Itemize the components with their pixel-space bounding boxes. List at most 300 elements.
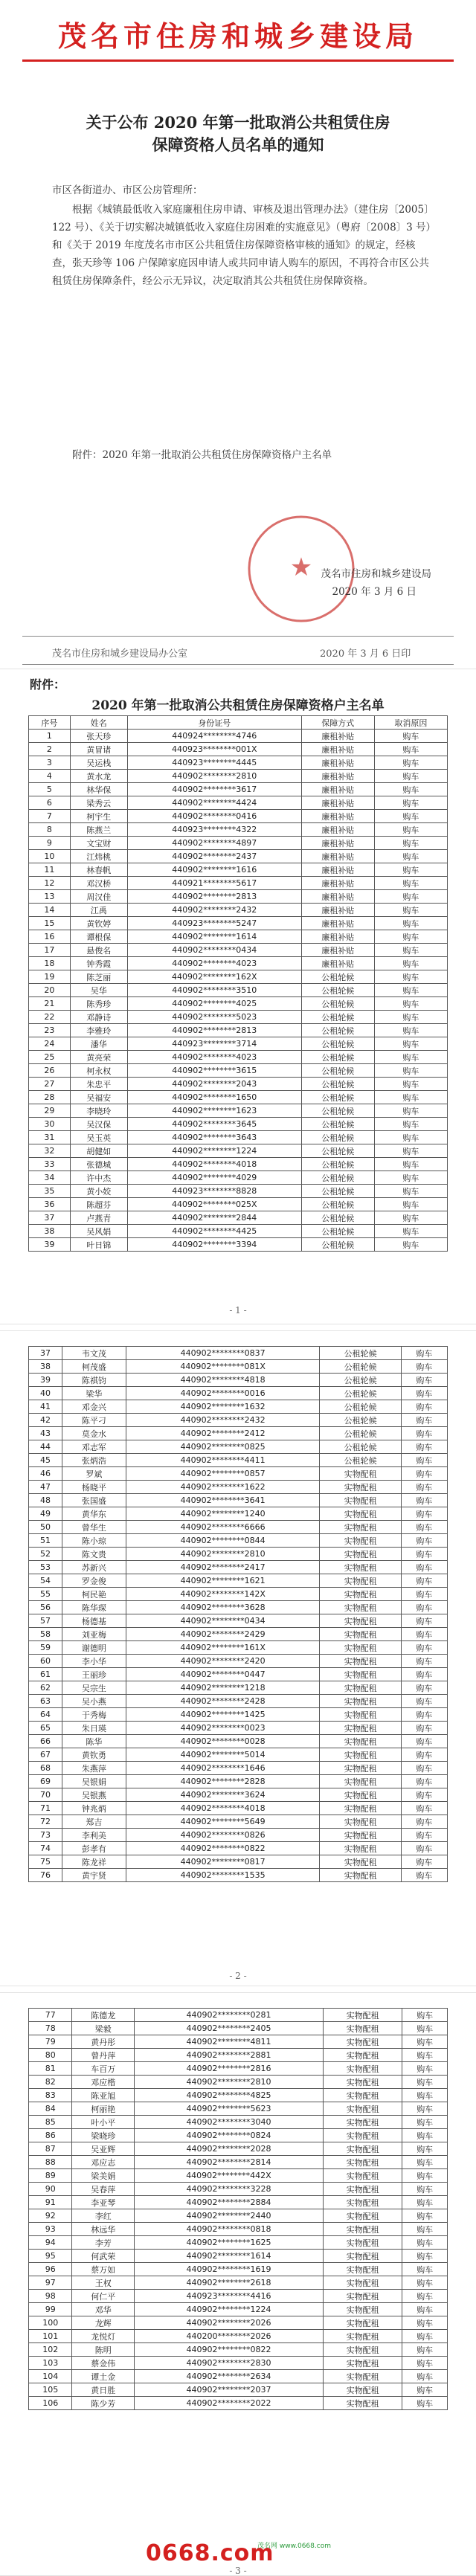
- table-cell: 柯永权: [70, 1064, 127, 1078]
- table-row: [29, 1225, 448, 1238]
- table-cell: 440902********1218: [126, 1681, 320, 1695]
- table-cell: 57: [29, 1614, 62, 1628]
- table-cell: 440902********3228: [135, 2183, 324, 2196]
- table-cell: 邓志军: [62, 1440, 126, 1454]
- table-cell: 李亚琴: [72, 2196, 135, 2209]
- table-cell: 47: [29, 1481, 62, 1494]
- org-title: 茂名市住房和城乡建设局: [57, 19, 418, 53]
- table-cell: 实物配租: [320, 1521, 401, 1534]
- table-cell: 37: [29, 1211, 71, 1225]
- table-row: [29, 1078, 448, 1091]
- table-cell: 440902********1614: [135, 2250, 324, 2263]
- table-cell: 440902********0447: [126, 1668, 320, 1681]
- table-row: [29, 1238, 448, 1252]
- table-cell: 购车: [402, 2370, 448, 2383]
- table-row: [29, 877, 448, 890]
- table-row: [29, 1829, 448, 1842]
- table-cell: 廉租补贴: [301, 877, 374, 890]
- table-row: [29, 904, 448, 917]
- table-cell: 实物配租: [323, 2142, 402, 2156]
- table-cell: 购车: [402, 2276, 448, 2290]
- table-row: [29, 2035, 448, 2049]
- table-header-row: [29, 716, 448, 730]
- table-cell: 440902********4825: [135, 2089, 324, 2102]
- table-cell: 购车: [374, 1078, 447, 1091]
- table-cell: 江禹: [70, 904, 127, 917]
- table-cell: 440902********4018: [127, 1158, 301, 1171]
- table-cell: 购车: [401, 1347, 447, 1360]
- table-cell: 104: [29, 2370, 72, 2383]
- table-cell: 440902********3645: [127, 1118, 301, 1131]
- table-cell: 440902********4025: [127, 997, 301, 1011]
- footer-rule-bottom: [22, 664, 454, 665]
- table-cell: 实物配租: [323, 2062, 402, 2076]
- table-cell: 公租轮候: [301, 984, 374, 997]
- table-cell: 黄宇贤: [62, 1869, 126, 1882]
- table-cell: 邓金兴: [62, 1400, 126, 1414]
- table-cell: 440902********6666: [126, 1521, 320, 1534]
- roster-page-1: [0, 669, 476, 1324]
- table-cell: 购车: [402, 2316, 448, 2330]
- table-cell: 90: [29, 2183, 72, 2196]
- table-cell: 440902********2428: [126, 1695, 320, 1708]
- table-cell: 购车: [402, 2223, 448, 2236]
- table-cell: 梁晓珍: [72, 2129, 135, 2142]
- table-cell: 廉租补贴: [301, 796, 374, 810]
- table-cell: 公租轮候: [301, 1131, 374, 1144]
- table-cell: 440902********1535: [126, 1869, 320, 1882]
- table-cell: 曾华生: [62, 1521, 126, 1534]
- table-cell: 公租轮候: [320, 1454, 401, 1467]
- table-cell: 购车: [401, 1655, 447, 1668]
- table-cell: 440902********2884: [135, 2196, 324, 2209]
- table-cell: 87: [29, 2142, 72, 2156]
- table-cell: 21: [29, 997, 71, 1011]
- table-cell: 购车: [401, 1521, 447, 1534]
- table-row: [29, 2397, 448, 2410]
- table-cell: 蔡万如: [72, 2263, 135, 2276]
- table-cell: 80: [29, 2049, 72, 2062]
- table-row: [29, 1185, 448, 1198]
- table-cell: 廉租补贴: [301, 756, 374, 770]
- table-row: [29, 2263, 448, 2276]
- site-logo: [146, 2540, 339, 2567]
- table-cell: 440902********5023: [127, 1011, 301, 1024]
- notice-title: [45, 112, 431, 156]
- table-cell: 440902********3617: [127, 783, 301, 796]
- table-cell: 440902********5623: [135, 2102, 324, 2116]
- table-cell: 公租轮候: [301, 1198, 374, 1211]
- table-cell: 440902********5014: [126, 1748, 320, 1762]
- table-row: [29, 743, 448, 756]
- table-row: [29, 1548, 448, 1561]
- table-cell: 陈文贵: [62, 1548, 126, 1561]
- table-cell: 69: [29, 1775, 62, 1788]
- table-cell: 公租轮候: [301, 1104, 374, 1118]
- table-cell: 购车: [402, 2062, 448, 2076]
- table-cell: 公租轮候: [301, 1024, 374, 1037]
- table-cell: 购车: [401, 1387, 447, 1400]
- header-rule: [22, 59, 454, 62]
- table-cell: 61: [29, 1668, 62, 1681]
- table-cell: 22: [29, 1011, 71, 1024]
- table-cell: 购车: [402, 2250, 448, 2263]
- table-cell: 440923********001X: [127, 743, 301, 756]
- table-cell: 440902********1623: [127, 1104, 301, 1118]
- table-cell: 廉租补贴: [301, 850, 374, 863]
- table-cell: 440902********2037: [135, 2383, 324, 2397]
- table-cell: 林春帆: [70, 863, 127, 877]
- table-cell: 黄小姣: [70, 1185, 127, 1198]
- table-cell: 廉租补贴: [301, 730, 374, 743]
- logo-main-text: 0668.com: [146, 2540, 274, 2566]
- table-cell: 公租轮候: [301, 1171, 374, 1185]
- roster-table-2: [28, 1346, 448, 1882]
- table-cell: 郑吉: [62, 1815, 126, 1829]
- table-cell: 99: [29, 2303, 72, 2316]
- notice-body: 根据《城镇最低收入家庭廉租住房申请、审核及退出管理办法》（建住房〔2005〕122 号）、《关于切实解决城镇低收入家庭住房困难的实施意见》（粤府〔2008〕3 号）和《关于 2019 年度茂名市市区公共租赁住房保障资格审核的通知》的规定，经核查，张天珍等 106 户保障家庭因申请人或共同申请人购车的原因，不再符合市区公共租赁住房保障条件，经公示无异议，决定取消其公共租赁住房保障资格。: [52, 204, 431, 287]
- table-cell: 440902********2432: [127, 904, 301, 917]
- table-cell: 19: [29, 970, 71, 984]
- table-cell: 实物配租: [323, 2076, 402, 2089]
- table-cell: 440902********442X: [135, 2169, 324, 2183]
- table-cell: 实物配租: [323, 2343, 402, 2357]
- table-cell: 46: [29, 1467, 62, 1481]
- table-cell: 杨晓平: [62, 1481, 126, 1494]
- table-cell: 实物配租: [323, 2089, 402, 2102]
- table-cell: 购车: [401, 1722, 447, 1735]
- table-row: [29, 1855, 448, 1869]
- table-row: [29, 1024, 448, 1037]
- table-cell: 黄华东: [62, 1507, 126, 1521]
- table-cell: 购车: [374, 730, 447, 743]
- table-cell: 公租轮候: [320, 1374, 401, 1387]
- table-cell: 94: [29, 2236, 72, 2250]
- table-cell: 罗金俊: [62, 1574, 126, 1588]
- table-row: [29, 1360, 448, 1374]
- table-cell: 朱日瑛: [62, 1722, 126, 1735]
- table-cell: 62: [29, 1681, 62, 1695]
- table-cell: 张天珍: [70, 730, 127, 743]
- table-row: [29, 756, 448, 770]
- table-cell: 71: [29, 1802, 62, 1815]
- table-cell: 440902********2417: [126, 1561, 320, 1574]
- table-cell: 吴银娟: [62, 1775, 126, 1788]
- table-cell: 440902********0857: [126, 1467, 320, 1481]
- table-row: [29, 1708, 448, 1722]
- table-cell: 101: [29, 2330, 72, 2343]
- table-cell: 实物配租: [323, 2156, 402, 2169]
- table-cell: 64: [29, 1708, 62, 1722]
- table-cell: 李晓玲: [70, 1104, 127, 1118]
- table-cell: 实物配租: [320, 1668, 401, 1681]
- table-row: [29, 2303, 448, 2316]
- table-row: [29, 2129, 448, 2142]
- table-cell: 龙辉: [72, 2316, 135, 2330]
- table-cell: 24: [29, 1037, 71, 1051]
- table-cell: 68: [29, 1762, 62, 1775]
- table-cell: 吴华: [70, 984, 127, 997]
- table-cell: 购车: [374, 1131, 447, 1144]
- table-cell: 购车: [401, 1735, 447, 1748]
- table-cell: 74: [29, 1842, 62, 1855]
- table-cell: 公租轮候: [320, 1387, 401, 1400]
- table-cell: 实物配租: [323, 2290, 402, 2303]
- table-row: [29, 1158, 448, 1171]
- table-cell: 购车: [374, 810, 447, 823]
- table-cell: 购车: [374, 1091, 447, 1104]
- table-row: [29, 1668, 448, 1681]
- table-cell: 购车: [401, 1548, 447, 1561]
- table-cell: 公租轮候: [320, 1440, 401, 1454]
- table-cell: 440902********4897: [127, 837, 301, 850]
- table-cell: 购车: [402, 2049, 448, 2062]
- table-row: [29, 2022, 448, 2035]
- table-cell: 李红: [72, 2209, 135, 2223]
- table-cell: 实物配租: [320, 1788, 401, 1802]
- table-cell: 440902********4023: [127, 1051, 301, 1064]
- table-cell: 实物配租: [320, 1722, 401, 1735]
- table-row: [29, 1628, 448, 1641]
- table-cell: 梁华: [62, 1387, 126, 1400]
- column-header: 身份证号: [127, 716, 301, 730]
- table-cell: 25: [29, 1051, 71, 1064]
- table-cell: 梁秀云: [70, 796, 127, 810]
- table-cell: 59: [29, 1641, 62, 1655]
- table-cell: 购车: [401, 1855, 447, 1869]
- table-cell: 89: [29, 2169, 72, 2183]
- table-cell: 购车: [401, 1400, 447, 1414]
- table-cell: 30: [29, 1118, 71, 1131]
- table-cell: 32: [29, 1144, 71, 1158]
- table-cell: 81: [29, 2062, 72, 2076]
- table-cell: 购车: [374, 904, 447, 917]
- table-row: [29, 2250, 448, 2263]
- table-cell: 440902********142X: [126, 1588, 320, 1601]
- table-cell: 购车: [401, 1829, 447, 1842]
- table-row: [29, 1748, 448, 1762]
- table-cell: 440902********2828: [126, 1775, 320, 1788]
- table-cell: 陈超芬: [70, 1198, 127, 1211]
- table-cell: 65: [29, 1722, 62, 1735]
- table-cell: 实物配租: [320, 1614, 401, 1628]
- table-cell: 440902********1632: [126, 1400, 320, 1414]
- table-cell: 29: [29, 1104, 71, 1118]
- table-cell: 440921********5617: [127, 877, 301, 890]
- table-cell: 公租轮候: [301, 1144, 374, 1158]
- table-cell: 购车: [374, 1144, 447, 1158]
- table-cell: 实物配租: [320, 1574, 401, 1588]
- table-cell: 购车: [402, 2357, 448, 2370]
- table-cell: 公租轮候: [320, 1360, 401, 1374]
- table-cell: 实物配租: [320, 1762, 401, 1775]
- table-row: [29, 2102, 448, 2116]
- table-row: [29, 1374, 448, 1387]
- table-cell: 440902********2810: [127, 770, 301, 783]
- table-cell: 440902********3628: [126, 1601, 320, 1614]
- table-row: [29, 2142, 448, 2156]
- table-cell: 邓静诗: [70, 1011, 127, 1024]
- table-cell: 廉租补贴: [301, 823, 374, 837]
- table-row: [29, 1171, 448, 1185]
- table-row: [29, 1722, 448, 1735]
- table-cell: 440902********3394: [127, 1238, 301, 1252]
- table-row: [29, 2290, 448, 2303]
- table-cell: 江炜桃: [70, 850, 127, 863]
- table-cell: 购车: [374, 743, 447, 756]
- table-cell: 440902********0817: [126, 1855, 320, 1869]
- table-cell: 79: [29, 2035, 72, 2049]
- table-cell: 103: [29, 2357, 72, 2370]
- table-cell: 购车: [402, 2236, 448, 2250]
- table-cell: 440902********0016: [126, 1387, 320, 1400]
- table-cell: 实物配租: [323, 2250, 402, 2263]
- table-cell: 李雅玲: [70, 1024, 127, 1037]
- table-cell: 440902********3040: [135, 2116, 324, 2129]
- table-cell: 实物配租: [320, 1829, 401, 1842]
- table-cell: 15: [29, 917, 71, 930]
- table-cell: 440902********1425: [126, 1708, 320, 1722]
- table-cell: 440902********2440: [135, 2209, 324, 2223]
- table-row: [29, 1037, 448, 1051]
- table-cell: 14: [29, 904, 71, 917]
- table-row: [29, 2196, 448, 2209]
- table-cell: 购车: [401, 1507, 447, 1521]
- table-cell: 购车: [402, 2089, 448, 2102]
- table-cell: 公租轮候: [301, 1051, 374, 1064]
- table-row: [29, 837, 448, 850]
- table-row: [29, 1601, 448, 1614]
- table-row: [29, 930, 448, 944]
- table-cell: 购车: [401, 1481, 447, 1494]
- signing-org: 茂名市住房和城乡建设局: [321, 568, 431, 580]
- table-cell: 购车: [401, 1360, 447, 1374]
- table-cell: 购车: [402, 2076, 448, 2089]
- column-header: 保障方式: [301, 716, 374, 730]
- table-row: [29, 2383, 448, 2397]
- table-cell: 440902********2043: [127, 1078, 301, 1091]
- roster-page-3: [0, 1993, 476, 2575]
- table-cell: 陈小琼: [62, 1534, 126, 1548]
- table-cell: 李利美: [62, 1829, 126, 1842]
- table-cell: 16: [29, 930, 71, 944]
- table-cell: 27: [29, 1078, 71, 1091]
- table-cell: 实物配租: [320, 1481, 401, 1494]
- table-cell: 440902********4411: [126, 1454, 320, 1467]
- table-cell: 陈华: [62, 1735, 126, 1748]
- table-cell: 85: [29, 2116, 72, 2129]
- footer-rule-top: [22, 636, 454, 637]
- table-row: [29, 1494, 448, 1507]
- table-cell: 440902********2814: [135, 2156, 324, 2169]
- table-cell: 钟兆炳: [62, 1802, 126, 1815]
- table-cell: 李小华: [62, 1655, 126, 1668]
- table-cell: 邓汉桥: [70, 877, 127, 890]
- table-cell: 车百万: [72, 2062, 135, 2076]
- table-cell: 廉租补贴: [301, 957, 374, 970]
- table-cell: 廉租补贴: [301, 930, 374, 944]
- table-cell: 购车: [374, 823, 447, 837]
- table-cell: 购车: [401, 1427, 447, 1440]
- table-cell: 实物配租: [320, 1588, 401, 1601]
- table-cell: 72: [29, 1815, 62, 1829]
- table-row: [29, 970, 448, 984]
- table-cell: 购车: [402, 2156, 448, 2169]
- table-cell: 实物配租: [320, 1601, 401, 1614]
- table-cell: 蔡金伟: [72, 2357, 135, 2370]
- table-cell: 6: [29, 796, 71, 810]
- table-cell: 440902********2813: [127, 890, 301, 904]
- table-cell: 12: [29, 877, 71, 890]
- table-cell: 购车: [374, 1064, 447, 1078]
- table-cell: 购车: [402, 2183, 448, 2196]
- table-cell: 公租轮候: [301, 1225, 374, 1238]
- table-row: [29, 1507, 448, 1521]
- table-cell: 100: [29, 2316, 72, 2330]
- table-cell: 440902********4029: [127, 1171, 301, 1185]
- table-cell: 73: [29, 1829, 62, 1842]
- footer-org: 茂名市住房和城乡建设局办公室: [52, 648, 188, 660]
- table-cell: 106: [29, 2397, 72, 2410]
- table-cell: 440902********4425: [127, 1225, 301, 1238]
- table-cell: 440902********1224: [127, 1144, 301, 1158]
- table-cell: 吴玉英: [70, 1131, 127, 1144]
- table-cell: 公租轮候: [320, 1400, 401, 1414]
- table-cell: 38: [29, 1225, 71, 1238]
- table-cell: 罗斌: [62, 1467, 126, 1481]
- table-cell: 实物配租: [323, 2183, 402, 2196]
- table-row: [29, 1064, 448, 1078]
- table-cell: 购车: [374, 970, 447, 984]
- table-cell: 陈德龙: [72, 2009, 135, 2022]
- table-cell: 购车: [374, 944, 447, 957]
- table-cell: 440902********162X: [127, 970, 301, 984]
- table-cell: 吴春萍: [72, 2183, 135, 2196]
- table-cell: 440902********0281: [135, 2009, 324, 2022]
- salutation: 市区各街道办、市区公房管理所：: [52, 184, 203, 196]
- table-cell: 购车: [401, 1775, 447, 1788]
- table-cell: 黄水龙: [70, 770, 127, 783]
- table-cell: 梁毅: [72, 2022, 135, 2035]
- table-cell: 钟秀霞: [70, 957, 127, 970]
- table-cell: 实物配租: [320, 1561, 401, 1574]
- table-cell: 440902********0826: [126, 1829, 320, 1842]
- table-cell: 吴运栈: [70, 756, 127, 770]
- table-cell: 廉租补贴: [301, 863, 374, 877]
- table-cell: 彭孝有: [62, 1842, 126, 1855]
- table-cell: 实物配租: [320, 1681, 401, 1695]
- table-cell: 购车: [374, 756, 447, 770]
- table-cell: 440902********2810: [126, 1548, 320, 1561]
- table-cell: 张国盛: [62, 1494, 126, 1507]
- table-cell: 陈平刁: [62, 1414, 126, 1427]
- table-cell: 440924********4746: [127, 730, 301, 743]
- table-cell: 购车: [401, 1842, 447, 1855]
- table-cell: 购车: [401, 1467, 447, 1481]
- table-cell: 440902********2022: [135, 2397, 324, 2410]
- table-row: [29, 1614, 448, 1628]
- table-cell: 440902********2830: [135, 2357, 324, 2370]
- table-row: [29, 1842, 448, 1855]
- table-cell: 51: [29, 1534, 62, 1548]
- table-cell: 440902********1614: [127, 930, 301, 944]
- table-cell: 购车: [401, 1601, 447, 1614]
- table-cell: 邓华: [72, 2303, 135, 2316]
- table-cell: 35: [29, 1185, 71, 1198]
- table-cell: 实物配租: [323, 2397, 402, 2410]
- table-cell: 440902********2026: [135, 2316, 324, 2330]
- table-cell: 440902********0844: [126, 1534, 320, 1548]
